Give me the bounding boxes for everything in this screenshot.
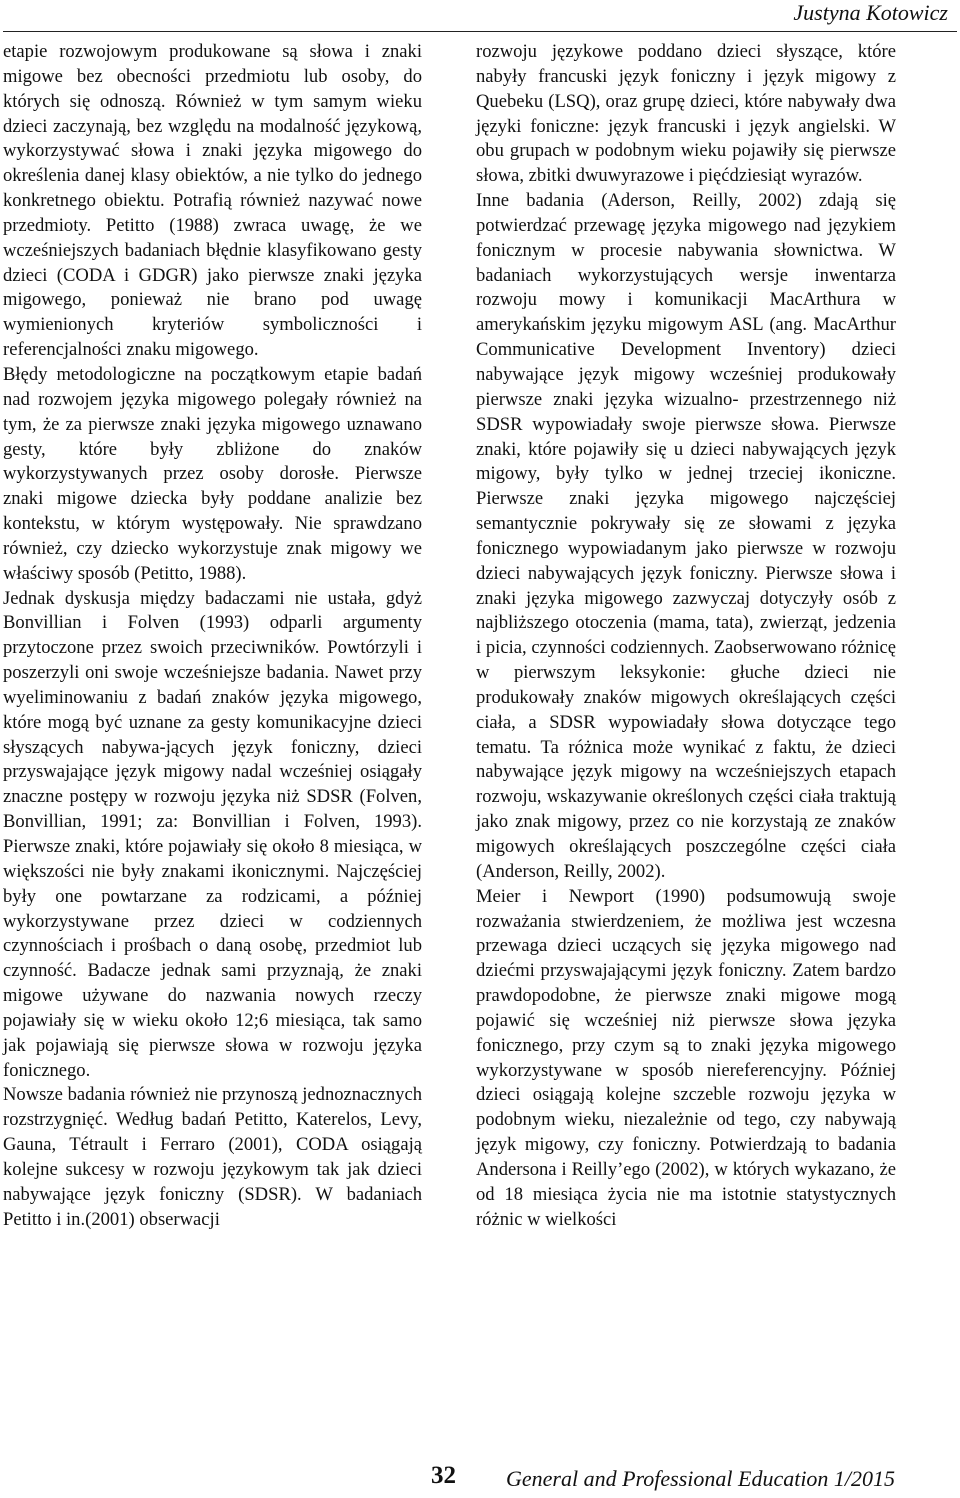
right-text-column bbox=[476, 40, 896, 1233]
paragraph: Błędy metodologiczne na początkowym etapie badań nad rozwojem języka migowego polegały również na tym, że za pierwsze znaki języka migowego uznawano gesty, które były zbliżone do znaków wykorzystywanych przez osoby dorosłe. Pierwsze znaki migowe dziecka były poddane analizie bez kontekstu, w którym występowały. Nie sprawdzano również, czy dziecko wykorzystuje znak migowy we właściwy sposób (Petitto, 1988). bbox=[3, 363, 422, 584]
header-divider bbox=[3, 31, 957, 32]
paragraph: Meier i Newport (1990) podsumowują swoje rozważania stwierdzeniem, że możliwa jest wczesna przewaga dzieci uczących się języka migowego nad dziećmi przyswajającymi język foniczny. Zatem bardzo prawdopodobne, że pierwsze znaki migowe mogą pojawić się wcześniej niż pierwsze słowa języka fonicznego, przy czym są to znaki języka migowego wykorzystywane w sposób niereferencyjny. Później dzieci osiągają kolejne szczeble rozwoju języka w podobnym wieku, niezależnie od tego, czy nabywają język migowy, czy foniczny. Potwierdzają to badania Andersona i Reilly’ego (2002), w których wykazano, że od 18 miesiąca życia nie ma istotnie statystycznych różnic w wielkości bbox=[476, 885, 896, 1230]
running-header-author: Justyna Kotowicz bbox=[793, 0, 948, 25]
paragraph: etapie rozwojowym produkowane są słowa i znaki migowe bez obecności przedmiotu lub osoby, do których się odnoszą. Również w tym samym wieku dzieci zaczynają, bez względu na modalność językową, wykorzystywać słowa i znaki języka migowego do określenia danej klasy obiektów, a nie tylko do jednego konkretnego obiektu. Potrafią również nazywać nowe przedmioty. Petitto (1988) zwraca uwagę, że we wcześniejszych badaniach błędnie klasyfikowano gesty dzieci (CODA i GDGR) jako pierwsze znaki języka migowego, ponieważ nie brano pod uwagę wymienionych kryteriów symboliczności i referencjalności znaku migowego. bbox=[3, 41, 422, 361]
page-number: 32 bbox=[431, 1462, 456, 1489]
paragraph: Nowsze badania również nie przynoszą jednoznacznych rozstrzygnięć. Według badań Petitto, Katerelos, Levy, Gauna, Tétrault i Ferraro (2001), CODA osiągają kolejne sukcesy w rozwoju językowym tak jak dzieci nabywające język foniczny (SDSR). W badaniach Petitto i in.(2001) obserwacji bbox=[3, 1084, 422, 1230]
paragraph: Jednak dyskusja między badaczami nie ustała, gdyż Bonvillian i Folven (1993) odparli argumenty przytoczone przez swoich przeciwników. Powtórzyli i poszerzyli oni swoje wcześniejsze badania. Nawet przy wyeliminowaniu z badań znaków języka migowego, które mogą być uznane za gesty komunikacyjne dzieci słyszących nabywa-jących język foniczny, dzieci przyswajające język migowy nadal wcześniej osiągały znaczne postępy w rozwoju języka niż SDSR (Folven, Bonvillian, 1991; za: Bonvillian i Folven, 1993). Pierwsze znaki, które pojawiały się około 8 miesiąca, w większości nie były znakami ikonicznymi. Najczęściej były one powtarzane za rodzicami, a później wykorzystywane przez dzieci w codziennych czynnościach i prośbach o daną osobę, przedmiot lub czynność. Badacze jednak sami przyznają, że znaki migowe używane do nazwania nowych rzeczy pojawiały się w wieku około 12;6 miesiąca, tak samo jak pojawiają się pierwsze słowa w rozwoju języka fonicznego. bbox=[3, 587, 422, 1081]
journal-footer: General and Professional Education 1/2015 bbox=[506, 1466, 896, 1491]
paragraph: Inne badania (Aderson, Reilly, 2002) zdają się potwierdzać przewagę języka migowego nad językiem fonicznym w procesie nabywania słownictwa. W badaniach wykorzystujących wersje inwentarza rozwoju mowy i komunikacji MacArthura w amerykańskim języku migowym ASL (ang. MacArthur Communicative Development Inventory) dzieci nabywające język migowy wcześniej produkowały pierwsze znaki języka wizualno- przestrzennego niż SDSR wypowiadały swoje pierwsze słowa. Pierwsze znaki, które pojawiły się u dzieci nabywających język migowy, były tylko w jednej trzeciej ikoniczne. Pierwsze znaki języka migowego najczęściej semantycznie pokrywały się ze słowami z języka fonicznego wypowiadanym jako pierwsze w rozwoju dzieci nabywających język foniczny. Pierwsze słowa i znaki języka migowego zazwyczaj dotyczyły osób z najbliższego otoczenia (mama, tata), zwierząt, jedzenia i picia, czynności codziennych. Zaobserwowano różnicę w pierwszym leksykonie: głuche dzieci nie produkowały znaków migowych określających części ciała, a SDSR wypowiadały słowa dotyczące tego tematu. Ta różnica może wynikać z faktu, że dzieci nabywające język migowy na wcześniejszych etapach rozwoju, wskazywanie określonych części ciała traktują jako znak migowy, przez co nie korzystają ze znaków migowych określających poszczególne części ciała (Anderson, Reilly, 2002). bbox=[476, 190, 896, 882]
paragraph: rozwoju językowe poddano dzieci słyszące, które nabyły francuski język foniczny i język migowy z Quebeku (LSQ), oraz grupę dzieci, które nabywały dwa języki foniczne: język francuski i język angielski. W obu grupach w podobnym wieku pojawiły się pierwsze słowa, zbitki dwuwyrazowe i pięćdziesiąt wyrazów. bbox=[476, 41, 896, 187]
left-text-column bbox=[3, 40, 422, 1233]
